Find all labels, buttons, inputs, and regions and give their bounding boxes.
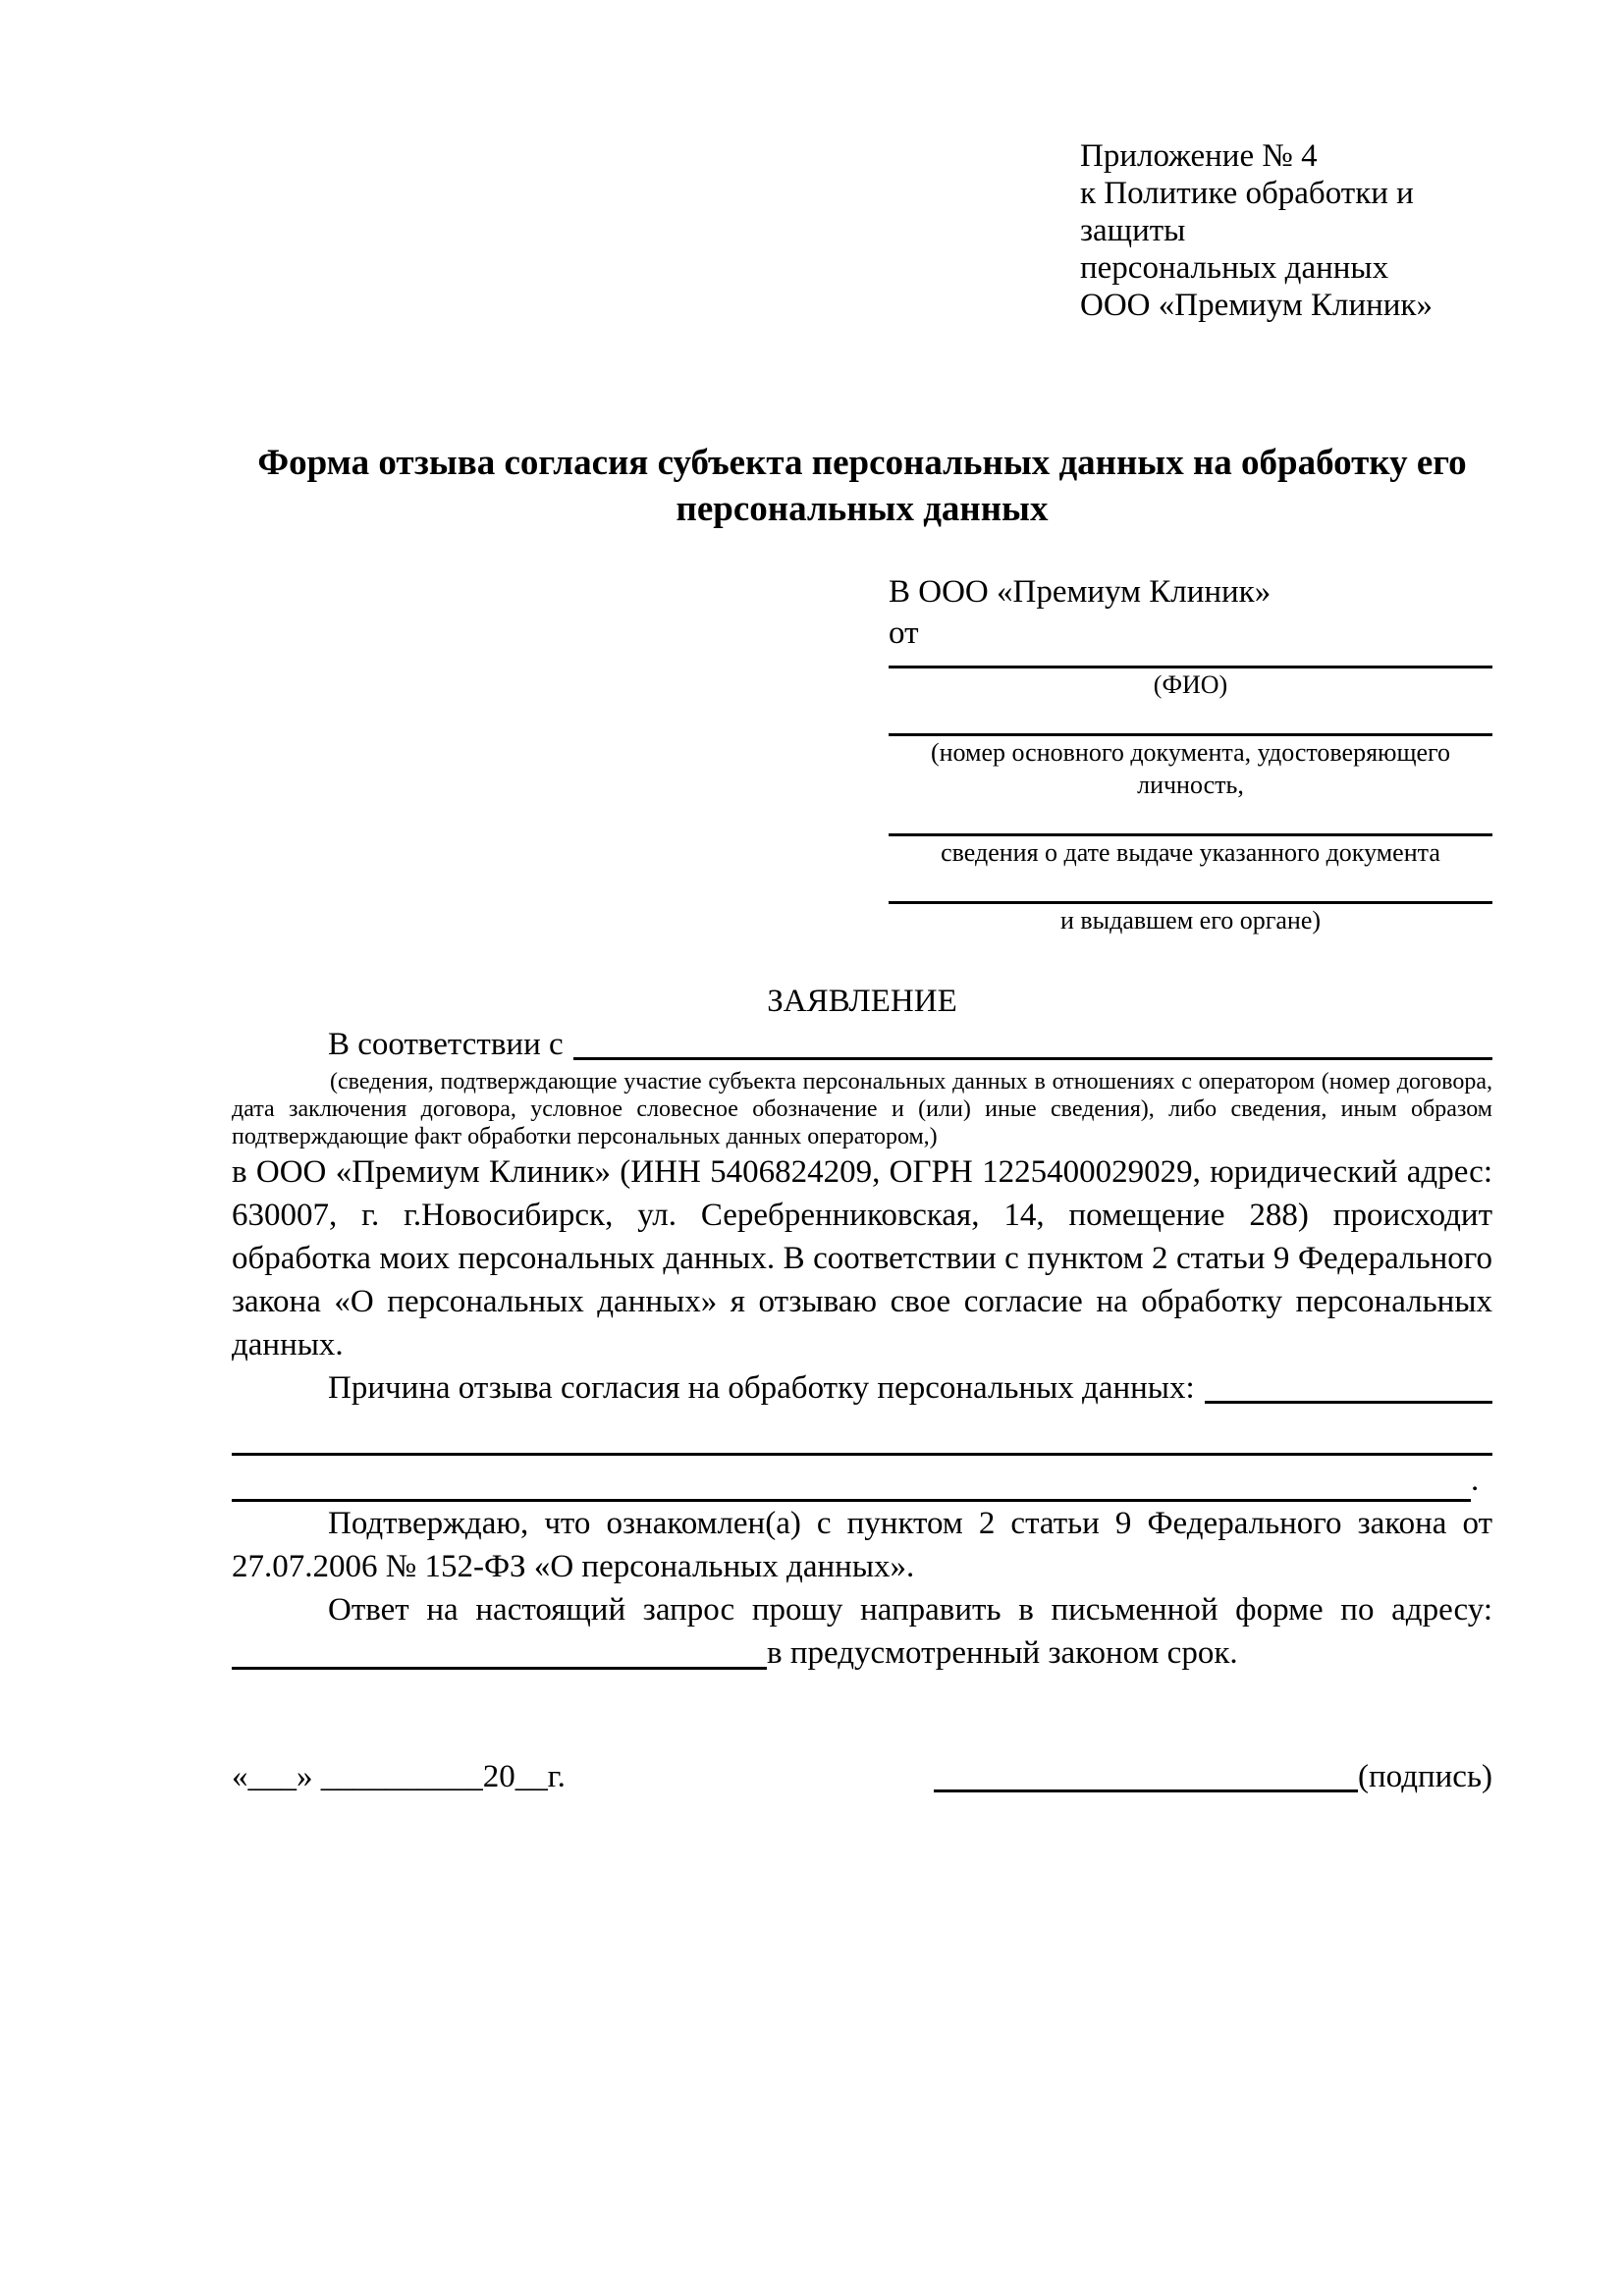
appendix-line: ООО «Премиум Клиник» [1080, 288, 1433, 323]
issue-date-caption: сведения о дате выдаче указанного документа [941, 838, 1440, 867]
appendix-line: Приложение № 4 [1080, 138, 1318, 174]
trailing-period: . [1471, 1463, 1480, 1498]
doc-number-caption: (номер основного документа, удостоверяющего личность, [930, 738, 1451, 799]
fio-blank-line [889, 654, 1492, 668]
signature-caption: (подпись) [1358, 1759, 1492, 1794]
document-title: Форма отзыва согласия субъекта персональных данных на обработку его персональных данных [257, 443, 1467, 529]
date-signature-row [232, 1755, 1492, 1798]
appendix-line: к Политике обработки и защиты [1080, 176, 1414, 248]
basis-row [232, 1023, 1492, 1066]
appendix-header [1080, 137, 1492, 324]
fine-print-note: (сведения, подтверждающие участие субъекта персональных данных в отношениях с оператором (номер договора, дата заключения договора, условное словесное обозначение и (или) иные сведения), либо сведения, иным образом подтверждающие факт обработки персональных данных оператором,) [232, 1069, 1492, 1149]
date-field: «___» __________20__г. [232, 1759, 566, 1794]
confirmation-paragraph: Подтверждаю, что ознакомлен(а) с пунктом 2 статьи 9 Федерального закона от 27.07.2006 № 152-ФЗ «О персональных данных». [232, 1506, 1492, 1584]
address-blank-line [232, 1667, 767, 1670]
appendix-line: персональных данных [1080, 250, 1389, 286]
basis-prefix: В соответствии с [328, 1027, 564, 1062]
reply-tail: в предусмотренный законом срок. [767, 1635, 1238, 1671]
statement-heading: ЗАЯВЛЕНИЕ [767, 984, 957, 1019]
issuing-authority-blank-line [889, 869, 1492, 904]
recipient-to: В ООО «Премиум Клиник» [889, 574, 1272, 610]
fio-caption: (ФИО) [1153, 670, 1228, 699]
reason-row [232, 1366, 1492, 1410]
reason-prefix: Причина отзыва согласия на обработку персональных данных: [328, 1370, 1195, 1406]
signature-field [934, 1755, 1492, 1798]
reason-blank-line-3 [232, 1456, 1492, 1502]
issuing-authority-caption: и выдавшем его органе) [1059, 906, 1322, 934]
doc-number-blank-line [889, 701, 1492, 736]
signature-blank-line [934, 1789, 1358, 1792]
basis-blank-line [573, 1057, 1492, 1060]
recipient-from: от [889, 615, 919, 651]
reply-request-line: Ответ на настоящий запрос прошу направить в письменной форме по адресу: [328, 1592, 1492, 1628]
reply-address-row [232, 1631, 1492, 1675]
blank-line [232, 1453, 1492, 1456]
recipient-block [889, 571, 1492, 936]
issue-date-blank-line [889, 801, 1492, 836]
main-paragraph: в ООО «Премиум Клиник» (ИНН 5406824209, ОГРН 1225400029029, юридический адрес: 630007, г. г.Новосибирск, ул. Серебренниковская, 14, помещение 288) происходит обработка моих персональных данных. В соответствии с пунктом 2 статьи 9 Федерального закона «О персональных данных» я отзываю свое согласие на обработку персональных данных. [232, 1154, 1492, 1362]
reason-blank-line [1205, 1401, 1492, 1404]
reason-blank-line-2 [232, 1410, 1492, 1456]
